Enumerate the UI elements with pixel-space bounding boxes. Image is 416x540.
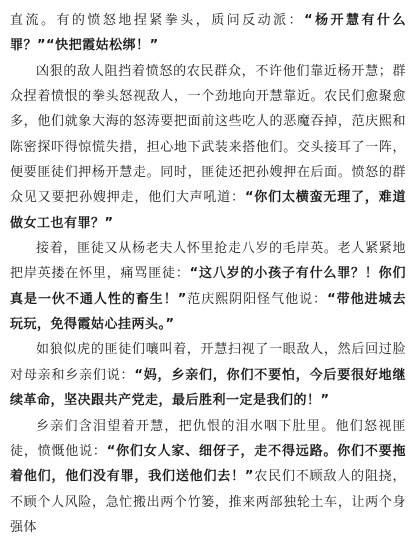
narrative-text: 范庆熙阴阳怪气他说： [187, 292, 327, 307]
narrative-text: 接着，匪徒又从杨老夫人怀里抢走八岁的毛岸英。老人紧紧地把岸英搂在怀里，痛骂匪徒： [10, 241, 406, 281]
paragraph [10, 8, 406, 59]
quoted-speech: “你们女人家、细伢子，走不得远路。你们不要拖着他们，他们没有罪，我们送他们去！” [10, 444, 406, 484]
narrative-text: 凶狠的敌人阻挡着愤怒的农民群众，不许他们靠近杨开慧；群众捏着愤恨的拳头怒视敌人，一个劲地向开慧靠近。农民们愈聚愈多，他们就象大海的怒涛要把面前这些吃人的恶魔吞掉，范庆熙和陈密探吓得惊慌失措，担心地下武装来搭他们。交头接耳了一阵，便要匪徒们押杨开慧走。同时，匪徒还把孙嫂押在后面。愤怒的群众见又要把孙嫂押走，他们大声吼道： [10, 64, 406, 206]
narrative-text: 直流。有的愤怒地捏紧拳头，质问反动派： [10, 13, 304, 28]
quoted-speech: “杨开慧有什么罪？”“快把霞姑松绑！” [10, 13, 406, 53]
quoted-speech: “这八岁的小孩子有什么罪？！你们真是一伙不通人性的畜生！” [10, 266, 406, 306]
paragraph [10, 59, 406, 236]
paragraph [10, 414, 406, 540]
quoted-speech: “带他进城去玩玩，免得霞姑心挂两头。” [10, 292, 406, 332]
narrative-text: 如狼似虎的匪徒们嚷叫着，开慧扫视了一眼敌人，然后回过脸对母亲和乡亲们说： [10, 342, 406, 382]
document-page [10, 8, 406, 540]
paragraph [10, 236, 406, 337]
quoted-speech: “妈，乡亲们，你们不要怕，今后要很好地继续革命，坚决跟共产党走，最后胜利一定是我们的！” [10, 368, 406, 408]
narrative-text: 农民们不顾敌人的阻挠，不顾个人风险，急忙搬出两个竹篓，推来两部独轮土车，让两个身强体 [10, 469, 406, 535]
narrative-text: 乡亲们含泪望着开慧，把仇恨的泪水咽下肚里。他们怒视匪徒，愤慨他说： [10, 419, 406, 459]
paragraph [10, 337, 406, 413]
quoted-speech: “你们太横蛮无理了，难道做女工也有罪？” [10, 190, 406, 230]
